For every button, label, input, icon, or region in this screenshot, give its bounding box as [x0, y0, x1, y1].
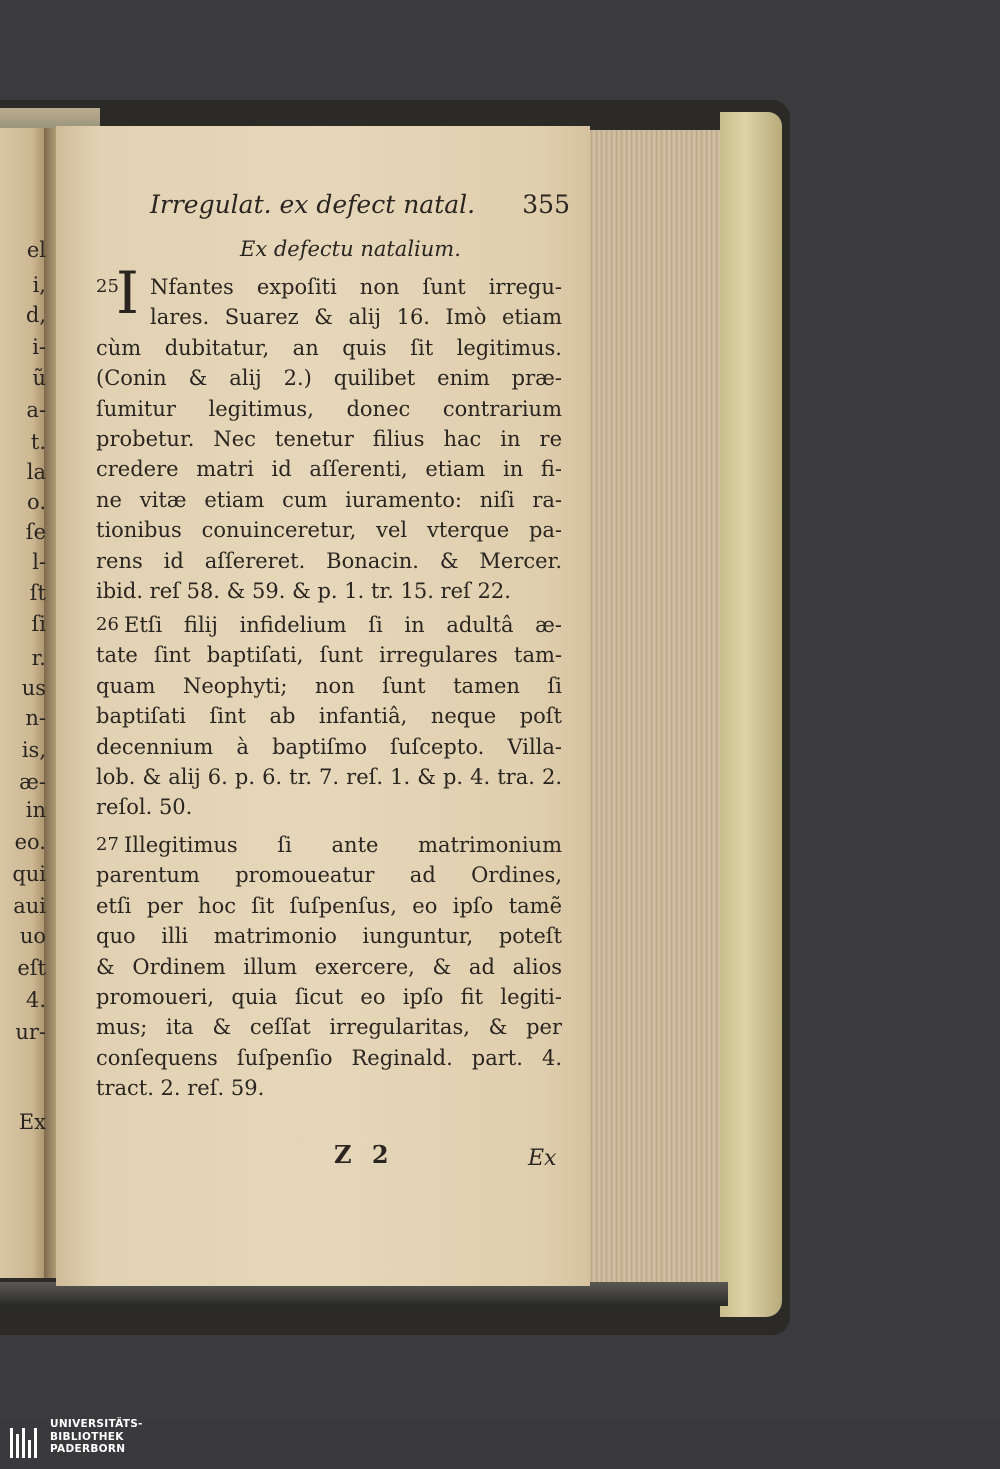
ub-paderborn-logo-icon — [10, 1428, 46, 1458]
left-page-fragment: ſi — [31, 612, 46, 636]
left-page-fragment: i, — [32, 273, 46, 297]
text-line: ſumitur legitimus, donec contrarium — [96, 396, 562, 421]
footer-bar — [0, 1418, 1000, 1469]
left-page-fragment: el — [26, 238, 46, 262]
left-page-fragment: o. — [27, 490, 46, 514]
left-page-fragment: ur- — [15, 1020, 46, 1044]
library-name-line: BIBLIOTHEK — [50, 1430, 124, 1443]
left-page-fragment: in — [25, 798, 46, 822]
text-line: promoueri, quia ſicut eo ipſo fit legiti- — [96, 985, 562, 1009]
left-page-fragment: qui — [12, 862, 46, 886]
text-line: Nfantes expoſiti non ſunt irregu- — [150, 275, 562, 299]
left-page-fragment: d, — [25, 303, 46, 327]
left-page-fragment: la — [26, 460, 46, 484]
text-line: reſol. 50. — [96, 795, 193, 820]
left-page-fragment: Ex — [18, 1110, 46, 1134]
signature-mark: Z 2 — [334, 1140, 395, 1169]
text-line: rens id aſſereret. Bonacin. & Mercer. — [96, 548, 562, 573]
text-line: tate ſint baptiſati, ſunt irregulares tam- — [96, 643, 562, 668]
left-page-fragment: r. — [31, 646, 46, 670]
text-line: parentum promoueatur ad Ordines, — [96, 863, 562, 888]
left-page-fragment: n- — [25, 706, 46, 730]
page-block-edge — [588, 130, 728, 1290]
running-head — [150, 190, 570, 219]
text-line: baptiſati ſint ab infantiâ, neque poſt — [96, 704, 562, 729]
text-line: quam Neophyti; non ſunt tamen ſi — [96, 673, 562, 698]
text-line: tract. 2. reſ. 59. — [96, 1076, 265, 1101]
text-line: decennium à baptiſmo ſuſcepto. Villa- — [96, 734, 562, 759]
left-page-fragment: æ- — [19, 770, 46, 794]
text-line: conſequens ſuſpenſio Reginald. part. 4. — [96, 1045, 562, 1070]
left-page-fragment: i- — [32, 335, 46, 359]
left-page — [0, 128, 46, 1278]
text-line: Etſi filij infidelium ſi in adultâ æ- — [124, 613, 562, 637]
text-line: tionibus conuinceretur, vel vterque pa- — [96, 518, 562, 543]
left-page-fragment: eo. — [14, 830, 46, 854]
text-line: etſi per hoc ſit ſuſpenſus, eo ipſo tamẽ — [96, 893, 562, 918]
paragraph-number: 25 — [96, 276, 119, 297]
text-line: cùm dubitatur, an quis ſit legitimus. — [96, 335, 562, 360]
paragraph-number: 26 — [96, 614, 119, 635]
left-page-fragment: t. — [30, 430, 46, 454]
left-page-fragment: eſt — [17, 956, 46, 980]
catchword: Ex — [528, 1146, 557, 1171]
book-cover-edge — [720, 112, 782, 1317]
text-line: (Conin & alij 2.) quilibet enim præ- — [96, 366, 562, 391]
text-line: Illegitimus ſi ante matrimonium — [124, 833, 562, 857]
text-line: lares. Suarez & alij 16. Imò etiam — [150, 305, 562, 330]
left-page-fragment: a- — [26, 398, 46, 422]
library-name — [50, 1418, 143, 1456]
running-head-title: Irregulat. ex defect natal. — [150, 190, 476, 219]
left-page-fragment: ũ — [32, 366, 46, 390]
left-page-fragment: ſt — [29, 581, 46, 605]
text-line: quo illi matrimonio iunguntur, poteſt — [96, 924, 562, 949]
left-page-fragment: ſe — [25, 520, 46, 544]
library-name-line: UNIVERSITÄTS- — [50, 1418, 143, 1430]
paragraph-number: 27 — [96, 834, 119, 855]
text-line: lob. & alij 6. p. 6. tr. 7. reſ. 1. & p. 4. tra. 2. — [96, 765, 562, 789]
left-page-fragment: l- — [32, 550, 46, 574]
left-page-fragment: uo — [19, 924, 46, 948]
text-line: ibid. reſ 58. & 59. & p. 1. tr. 15. reſ 22. — [96, 579, 511, 603]
text-line: mus; ita & ceſſat irregularitas, & per — [96, 1015, 562, 1040]
text-line: credere matri id aſſerenti, etiam in fi- — [96, 457, 562, 482]
left-page-fragment: 4. — [25, 988, 46, 1012]
page-number: 355 — [522, 190, 570, 219]
text-line: probetur. Nec tenetur filius hac in re — [96, 427, 562, 451]
library-name-line: PADERBORN — [50, 1443, 126, 1455]
section-title: Ex defectu natalium. — [240, 237, 461, 261]
left-page-fragment: us — [21, 676, 46, 700]
left-page-fragment: aui — [13, 894, 46, 918]
drop-cap: I — [116, 259, 139, 327]
text-line: ne vitæ etiam cum iuramento: niſi ra- — [96, 487, 562, 512]
left-page-fragment: is, — [21, 738, 46, 762]
text-line: & Ordinem illum exercere, & ad alios — [96, 954, 562, 979]
